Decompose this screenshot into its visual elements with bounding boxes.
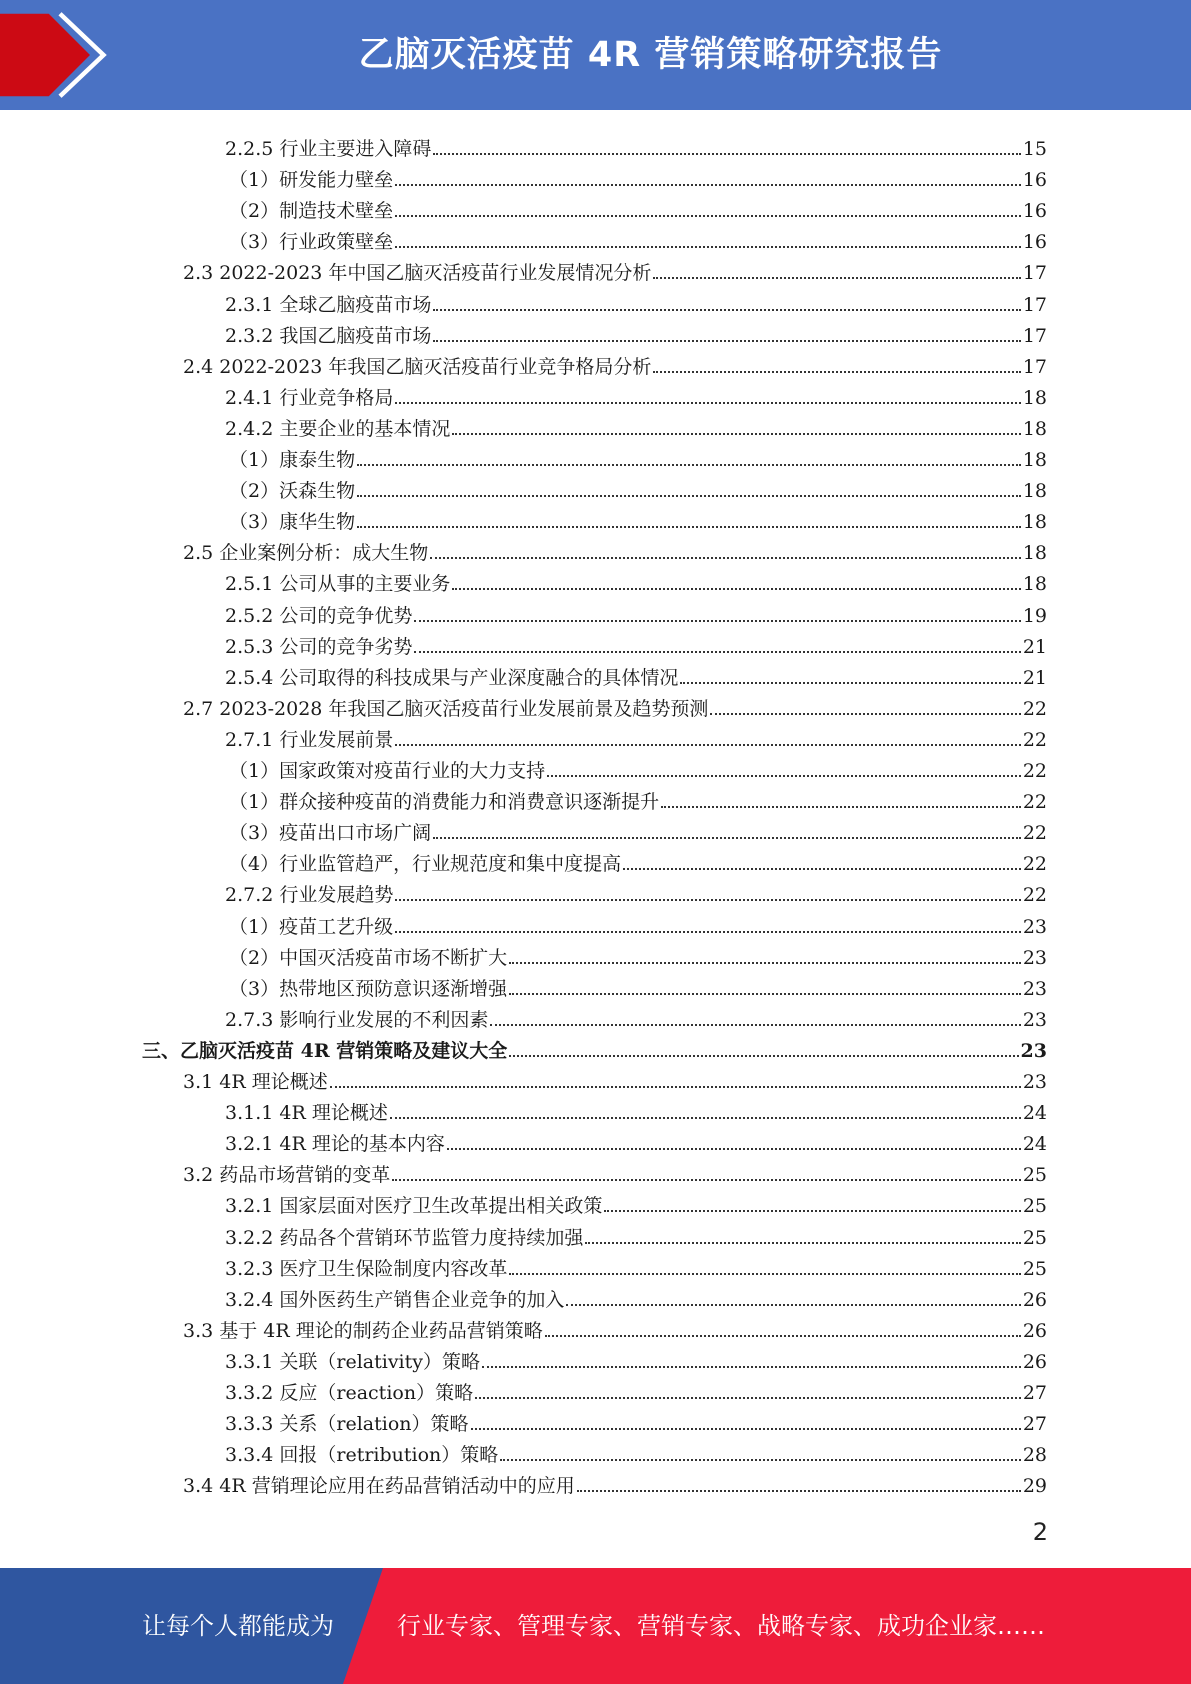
- toc-entry-label: （3）疫苗出口市场广阔: [229, 822, 432, 845]
- toc-leader-dots: [433, 837, 1021, 839]
- toc-leader-dots: [430, 557, 1021, 559]
- toc-leader-dots: [585, 1242, 1020, 1244]
- toc-entry-page: 18: [1022, 386, 1047, 409]
- toc-entry-page: 18: [1022, 511, 1047, 534]
- toc-leader-dots: [452, 433, 1020, 435]
- toc-entry-label: 2.4 2022-2023 年我国乙脑灭活疫苗行业竞争格局分析: [183, 355, 652, 378]
- toc-entry-label: （1）国家政策对疫苗行业的大力支持: [229, 760, 546, 782]
- toc-leader-dots: [447, 1148, 1021, 1150]
- toc-leader-dots: [414, 620, 1020, 622]
- toc-leader-dots: [653, 277, 1020, 279]
- toc-entry[interactable]: [225, 564, 1047, 595]
- toc-entry[interactable]: [183, 689, 1047, 720]
- toc-leader-dots: [414, 651, 1020, 653]
- toc-entry-page: 28: [1022, 1444, 1047, 1467]
- toc-leader-dots: [475, 1397, 1021, 1399]
- toc-entry-label: （3）热带地区预防意识逐渐增强: [229, 977, 508, 1000]
- toc-entry[interactable]: [225, 627, 1047, 658]
- toc-leader-dots: [661, 806, 1021, 808]
- toc-entry-page: 22: [1022, 728, 1047, 751]
- toc-entry-page: 21: [1022, 635, 1047, 658]
- toc-entry-label: （4）行业监管趋严，行业规范度和集中度提高: [229, 853, 622, 876]
- toc-entry[interactable]: [225, 1373, 1047, 1404]
- toc-leader-dots: [545, 1335, 1021, 1337]
- toc-entry-page: 17: [1022, 262, 1047, 285]
- toc-entry-page: 22: [1022, 853, 1047, 876]
- toc-entry-page: 18: [1022, 449, 1047, 471]
- toc-leader-dots: [433, 340, 1020, 342]
- toc-leader-dots: [547, 775, 1021, 777]
- toc-entry-label: （1）研发能力壁垒: [229, 169, 394, 192]
- toc-leader-dots: [395, 215, 1021, 217]
- toc-entry-page: 23: [1022, 915, 1047, 938]
- toc-entry-page: 27: [1022, 1382, 1047, 1404]
- toc-leader-dots: [357, 495, 1021, 497]
- toc-entry-label: 3.2.3 医疗卫生保险制度内容改革: [225, 1257, 508, 1280]
- header-arrow-decoration: [0, 0, 120, 110]
- toc-leader-dots: [392, 1179, 1021, 1181]
- toc-entry-label: 3.1 4R 理论概述: [183, 1071, 328, 1093]
- toc-entry-page: 26: [1022, 1319, 1047, 1342]
- toc-entry[interactable]: [229, 502, 1047, 533]
- toc-entry-page: 25: [1022, 1226, 1047, 1249]
- toc-entry-page: 17: [1022, 355, 1047, 378]
- toc-entry-label: （1）群众接种疫苗的消费能力和消费意识逐渐提升: [229, 791, 660, 814]
- toc-entry[interactable]: [229, 938, 1047, 969]
- toc-entry[interactable]: [225, 1218, 1047, 1249]
- toc-leader-dots: [395, 184, 1021, 186]
- toc-leader-dots: [330, 1086, 1021, 1088]
- toc-entry[interactable]: [183, 1155, 1047, 1186]
- toc-entry-page: 23: [1022, 1071, 1047, 1093]
- toc-entry-label: 3.2.1 4R 理论的基本内容: [225, 1133, 445, 1156]
- toc-entry-label: 3.2 药品市场营销的变革: [183, 1164, 391, 1187]
- toc-entry-label: 3.3 基于 4R 理论的制药企业药品营销策略: [183, 1319, 543, 1342]
- toc-entry-page: 17: [1022, 293, 1047, 316]
- toc-entry-label: 2.3 2022-2023 年中国乙脑灭活疫苗行业发展情况分析: [183, 262, 652, 285]
- toc-leader-dots: [509, 1055, 1018, 1057]
- toc-entry[interactable]: [225, 409, 1047, 440]
- toc-entry-label: （1）康泰生物: [229, 449, 356, 471]
- toc-leader-dots: [395, 899, 1020, 901]
- toc-entry-page: 26: [1022, 1350, 1047, 1373]
- toc-entry[interactable]: [229, 160, 1047, 191]
- toc-entry-page: 19: [1022, 604, 1047, 627]
- toc-leader-dots: [509, 1273, 1020, 1275]
- toc-leader-dots: [500, 1459, 1021, 1461]
- toc-entry[interactable]: [229, 222, 1047, 253]
- toc-entry-page: 22: [1022, 791, 1047, 814]
- toc-leader-dots: [390, 1117, 1021, 1119]
- toc-entry[interactable]: [229, 440, 1047, 471]
- toc-entry[interactable]: [225, 285, 1047, 316]
- toc-leader-dots: [357, 526, 1021, 528]
- toc-entry-label: 2.3.2 我国乙脑疫苗市场: [225, 324, 432, 347]
- toc-entry[interactable]: [229, 969, 1047, 1000]
- toc-entry-label: 2.5.3 公司的竞争劣势: [225, 635, 413, 658]
- toc-leader-dots: [566, 1304, 1020, 1306]
- toc-entry[interactable]: [225, 1404, 1047, 1435]
- toc-leader-dots: [357, 464, 1021, 466]
- toc-entry-page: 22: [1022, 884, 1047, 907]
- toc-entry-label: 2.7.2 行业发展趋势: [225, 884, 394, 907]
- toc-entry-label: 3.3.3 关系（relation）策略: [225, 1413, 469, 1436]
- toc-entry[interactable]: [183, 1466, 1047, 1497]
- toc-leader-dots: [395, 931, 1021, 933]
- toc-entry[interactable]: [183, 347, 1047, 378]
- toc-entry-page: 18: [1022, 542, 1047, 565]
- toc-entry-page: 22: [1022, 822, 1047, 845]
- toc-entry-page: 22: [1022, 697, 1047, 720]
- toc-entry-label: 2.5.1 公司从事的主要业务: [225, 573, 451, 596]
- toc-leader-dots: [482, 1366, 1021, 1368]
- toc-entry[interactable]: [225, 1186, 1047, 1217]
- toc-leader-dots: [653, 371, 1020, 373]
- toc-leader-dots: [710, 713, 1020, 715]
- toc-entry[interactable]: [225, 1435, 1047, 1466]
- toc-entry-page: 18: [1022, 573, 1047, 596]
- toc-entry-label: 3.2.2 药品各个营销环节监管力度持续加强: [225, 1226, 584, 1249]
- toc-entry[interactable]: [225, 720, 1047, 751]
- toc-entry-page: 27: [1022, 1413, 1047, 1436]
- toc-entry[interactable]: [229, 191, 1047, 222]
- toc-entry[interactable]: [229, 813, 1047, 844]
- toc-entry-page: 24: [1022, 1133, 1047, 1156]
- toc-entry-label: 3.2.4 国外医药生产销售企业竞争的加入: [225, 1288, 565, 1311]
- toc-leader-dots: [395, 246, 1021, 248]
- toc-entry[interactable]: [229, 471, 1047, 502]
- toc-entry-label: 2.5.4 公司取得的科技成果与产业深度融合的具体情况: [225, 666, 679, 689]
- report-title: 乙脑灭活疫苗 4R 营销策略研究报告: [358, 35, 943, 75]
- toc-leader-dots: [509, 993, 1021, 995]
- toc-entry[interactable]: [225, 596, 1047, 627]
- toc-entry-label: 2.4.2 主要企业的基本情况: [225, 417, 451, 440]
- toc-entry-label: （3）康华生物: [229, 511, 356, 534]
- toc-entry[interactable]: [225, 1342, 1047, 1373]
- toc-entry[interactable]: [225, 1280, 1047, 1311]
- toc-entry-page: 22: [1022, 760, 1047, 782]
- toc-entry-page: 16: [1022, 200, 1047, 223]
- toc-leader-dots: [509, 962, 1021, 964]
- toc-entry-label: （2）中国灭活疫苗市场不断扩大: [229, 946, 508, 969]
- toc-entry[interactable]: [229, 907, 1047, 938]
- toc-entry[interactable]: [183, 533, 1047, 564]
- toc-entry-label: （3）行业政策壁垒: [229, 231, 394, 254]
- toc-entry-label: （2）制造技术壁垒: [229, 200, 394, 223]
- toc-leader-dots: [395, 402, 1020, 404]
- toc-leader-dots: [433, 309, 1020, 311]
- page-header: [0, 0, 1191, 110]
- toc-entry-page: 17: [1022, 324, 1047, 347]
- toc-entry-page: 23: [1022, 946, 1047, 969]
- toc-entry-label: 2.7 2023-2028 年我国乙脑灭活疫苗行业发展前景及趋势预测: [183, 697, 709, 720]
- toc-entry-page: 23: [1022, 1008, 1047, 1031]
- toc-entry[interactable]: [225, 1000, 1047, 1031]
- toc-entry-page: 25: [1022, 1257, 1047, 1280]
- toc-entry[interactable]: [225, 378, 1047, 409]
- toc-leader-dots: [452, 588, 1020, 590]
- toc-entry-label: 3.1.1 4R 理论概述: [225, 1102, 388, 1125]
- toc-entry-label: 3.2.1 国家层面对医疗卫生改革提出相关政策: [225, 1195, 603, 1218]
- toc-entry[interactable]: [183, 1062, 1047, 1093]
- toc-entry[interactable]: [225, 129, 1047, 160]
- toc-entry-label: 2.5 企业案例分析：成大生物: [183, 542, 429, 565]
- toc-entry-page: 15: [1022, 138, 1047, 160]
- toc-leader-dots: [471, 1428, 1021, 1430]
- toc-entry-label: 3.4 4R 营销理论应用在药品营销活动中的应用: [183, 1475, 575, 1498]
- toc-entry[interactable]: [183, 1311, 1047, 1342]
- toc-entry[interactable]: [225, 1124, 1047, 1155]
- toc-entry-page: 25: [1022, 1195, 1047, 1218]
- toc-leader-dots: [577, 1490, 1021, 1492]
- toc-entry-label: 3.3.2 反应（reaction）策略: [225, 1382, 474, 1404]
- page-number: 2: [1032, 1518, 1048, 1546]
- toc-entry-label: 2.4.1 行业竞争格局: [225, 386, 394, 409]
- toc-entry-label: 3.3.4 回报（retribution）策略: [225, 1444, 499, 1467]
- toc-entry-label: 2.5.2 公司的竞争优势: [225, 604, 413, 627]
- toc-entry[interactable]: [229, 782, 1047, 813]
- footer-slogan-left: 让每个人都能成为: [142, 1612, 334, 1640]
- toc-entry[interactable]: [225, 658, 1047, 689]
- toc-entry-label: 三、乙脑灭活疫苗 4R 营销策略及建议大全: [142, 1039, 508, 1062]
- toc-entry-page: 25: [1022, 1164, 1047, 1187]
- toc-entry[interactable]: [225, 1093, 1047, 1124]
- toc-leader-dots: [604, 1210, 1020, 1212]
- toc-entry-page: 24: [1022, 1102, 1047, 1125]
- toc-entry[interactable]: [229, 844, 1047, 875]
- toc-leader-dots: [623, 868, 1021, 870]
- toc-entry-page: 16: [1022, 169, 1047, 192]
- toc-leader-dots: [490, 1024, 1020, 1026]
- toc-entry-page: 18: [1022, 480, 1047, 503]
- toc-entry[interactable]: [225, 316, 1047, 347]
- toc-entry-label: 2.2.5 行业主要进入障碍: [225, 138, 432, 160]
- toc-entry-label: （1）疫苗工艺升级: [229, 915, 394, 938]
- toc-entry-page: 29: [1022, 1475, 1047, 1498]
- toc-entry-label: 2.7.3 影响行业发展的不利因素: [225, 1008, 489, 1031]
- toc-entry[interactable]: [142, 1031, 1047, 1062]
- toc-entry-label: 2.3.1 全球乙脑疫苗市场: [225, 293, 432, 316]
- toc-entry-page: 23: [1020, 1039, 1047, 1062]
- toc-entry-label: 2.7.1 行业发展前景: [225, 728, 394, 751]
- footer-slogan-right: 行业专家、管理专家、营销专家、战略专家、成功企业家……: [397, 1612, 1045, 1640]
- toc-entry-label: 3.3.1 关联（relativity）策略: [225, 1350, 481, 1373]
- toc-entry-page: 18: [1022, 417, 1047, 440]
- toc-entry[interactable]: [183, 253, 1047, 284]
- toc-leader-dots: [433, 153, 1020, 155]
- toc-leader-dots: [395, 744, 1020, 746]
- toc-entry[interactable]: [225, 875, 1047, 906]
- page-footer: [0, 1568, 1191, 1684]
- toc-entry[interactable]: [229, 751, 1047, 782]
- toc-entry-label: （2）沃森生物: [229, 480, 356, 503]
- toc-entry-page: 21: [1022, 666, 1047, 689]
- toc-entry-page: 26: [1022, 1288, 1047, 1311]
- toc-leader-dots: [680, 682, 1020, 684]
- toc-entry-page: 16: [1022, 231, 1047, 254]
- toc-entry[interactable]: [225, 1249, 1047, 1280]
- toc-entry-page: 23: [1022, 977, 1047, 1000]
